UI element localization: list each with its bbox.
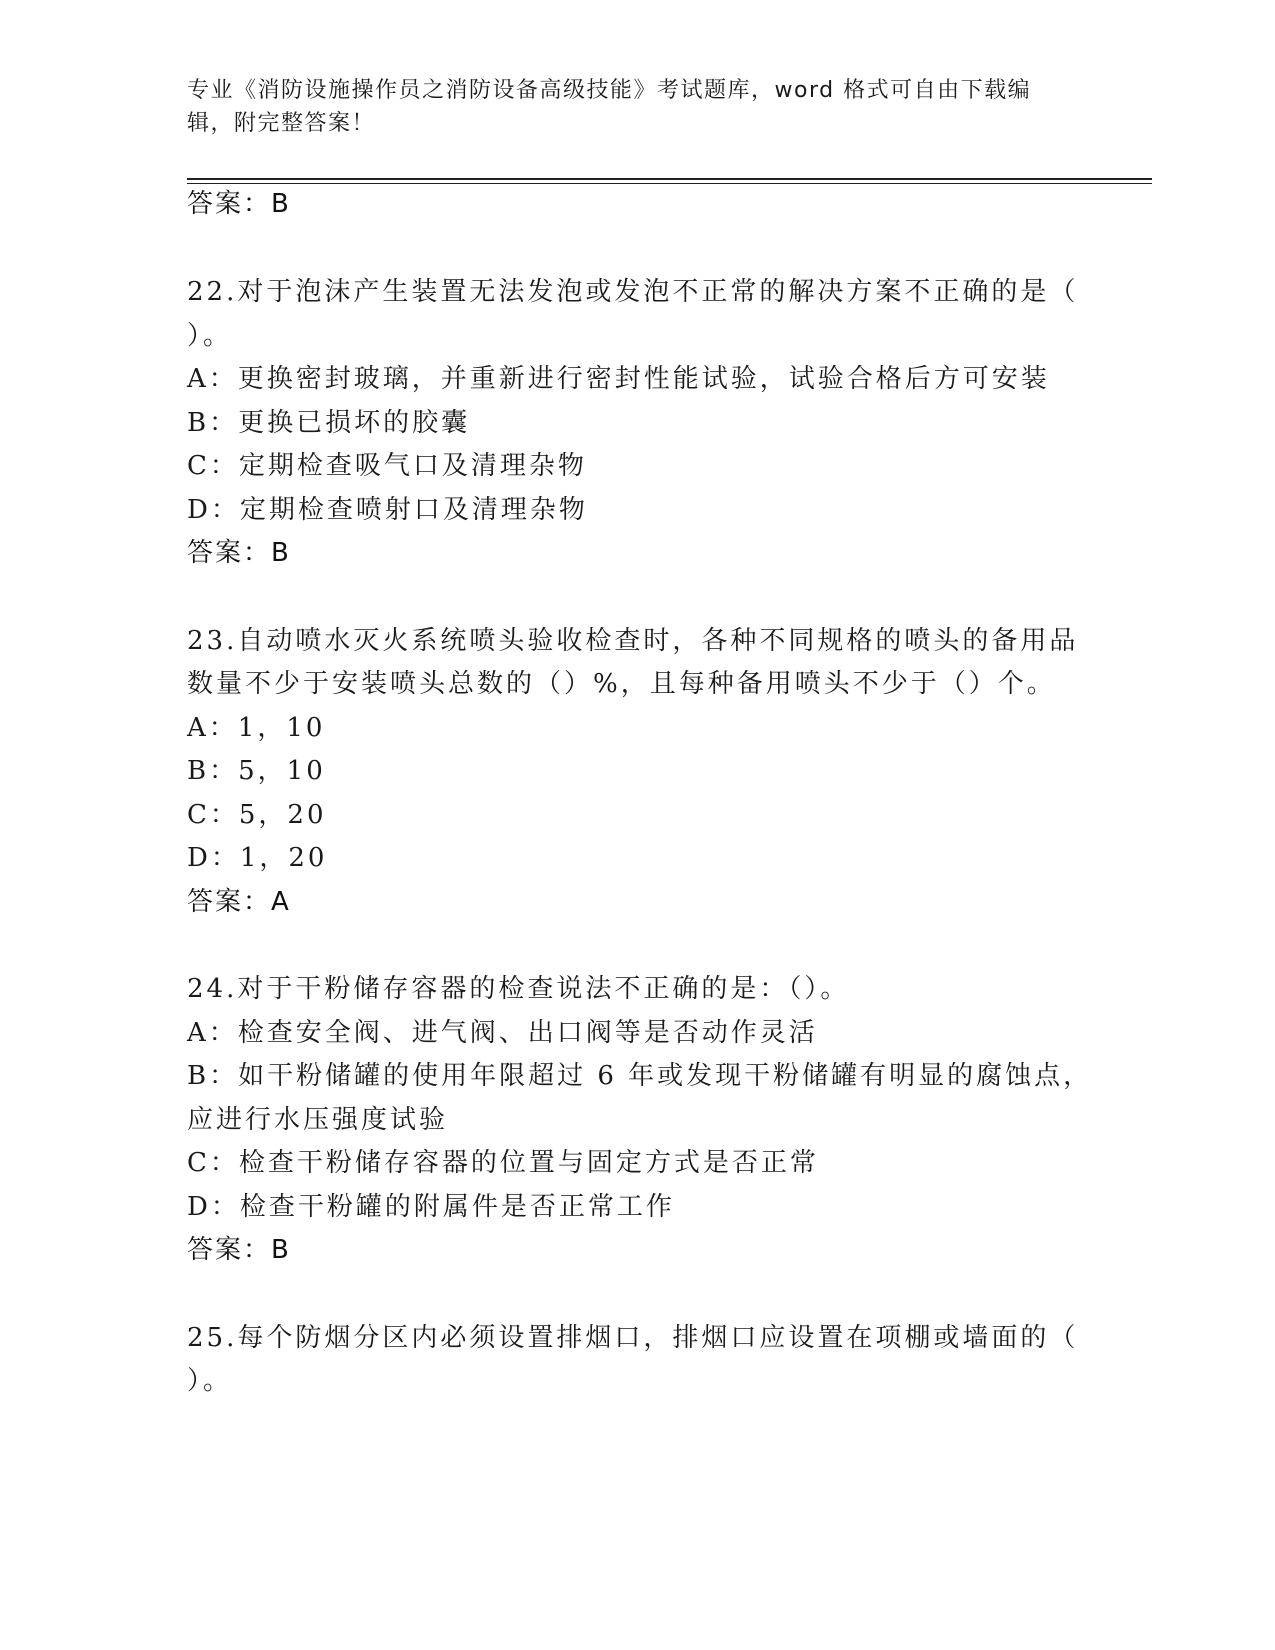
option-c: C：5，20 <box>187 800 327 830</box>
option-b: B：5，10 <box>187 756 326 786</box>
answer-line: 答案：A <box>187 887 291 917</box>
option-d: D：1，20 <box>187 843 328 873</box>
option-c: C：定期检查吸气口及清理杂物 <box>187 451 587 481</box>
answer-line: 答案：B <box>187 538 291 568</box>
header-divider-thin <box>187 183 1152 184</box>
question-stem: 24.对于干粉储存容器的检查说法不正确的是：（）。 <box>187 974 850 1004</box>
question-stem: ）。 <box>187 321 233 351</box>
option-d: D：检查干粉罐的附属件是否正常工作 <box>187 1192 675 1222</box>
question-stem: 22.对于泡沫产生装置无法发泡或发泡不正常的解决方案不正确的是（ <box>187 277 1079 307</box>
option-a: A：1，10 <box>187 713 326 743</box>
option-b-continued: 应进行水压强度试验 <box>187 1105 449 1135</box>
option-c: C：检查干粉储存容器的位置与固定方式是否正常 <box>187 1148 819 1178</box>
question-stem: 数量不少于安装喷头总数的（）%，且每种备用喷头不少于（）个。 <box>187 669 1056 699</box>
document-header <box>187 74 1067 140</box>
question-stem: 25.每个防烟分区内必须设置排烟口，排烟口应设置在项棚或墙面的（ <box>187 1323 1079 1353</box>
question-stem: ）。 <box>187 1366 233 1396</box>
question-stem: 23.自动喷水灭火系统喷头验收检查时，各种不同规格的喷头的备用品 <box>187 626 1079 656</box>
answer-line: 答案：B <box>187 1235 291 1265</box>
answer-line: 答案：B <box>187 189 291 219</box>
header-line: 专业《消防设施操作员之消防设备高级技能》考试题库，word 格式可自由下载编 <box>187 78 1032 103</box>
option-b: B：更换已损坏的胶囊 <box>187 408 471 438</box>
option-a: A：检查安全阀、进气阀、出口阀等是否动作灵活 <box>187 1018 818 1048</box>
option-d: D：定期检查喷射口及清理杂物 <box>187 495 588 525</box>
header-divider <box>187 178 1152 180</box>
option-b: B：如干粉储罐的使用年限超过 6 年或发现干粉储罐有明显的腐蚀点， <box>187 1061 1093 1091</box>
option-a: A：更换密封玻璃，并重新进行密封性能试验，试验合格后方可安装 <box>187 364 1050 394</box>
header-line: 辑，附完整答案！ <box>187 111 376 136</box>
